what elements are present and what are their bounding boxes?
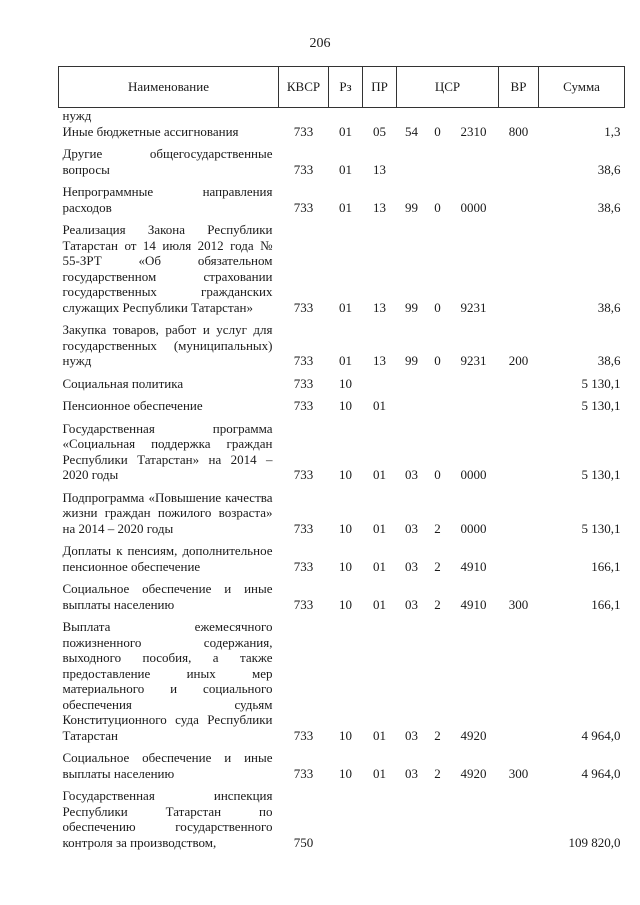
cell-kvsr: 733 xyxy=(293,375,314,391)
cell-pr: 01 xyxy=(373,467,386,482)
cell-csr2: 0 xyxy=(434,467,441,482)
cell-kvsr: 733 xyxy=(293,161,314,177)
cell-csr2: 0 xyxy=(434,199,441,215)
header-sum: Сумма xyxy=(539,67,625,108)
cell-rz: 10 xyxy=(339,558,352,574)
cell-rz xyxy=(329,788,363,857)
cell-vr xyxy=(499,788,539,857)
cell-sum: 5 130,1 xyxy=(581,520,621,536)
table-row xyxy=(59,581,625,619)
table-header xyxy=(59,67,625,108)
cell-vr xyxy=(499,543,539,581)
cell-kvsr: 733 xyxy=(293,398,314,413)
cell-sum: 38,6 xyxy=(597,161,621,177)
table-body xyxy=(59,108,625,858)
cell-vr: 300 xyxy=(508,596,529,612)
cell-rz: 01 xyxy=(339,123,352,139)
cell-vr xyxy=(499,490,539,544)
cell-rz xyxy=(329,108,363,124)
cell-name: Другие общегосударственные вопросы xyxy=(62,146,273,177)
cell-csr3 xyxy=(449,108,499,124)
cell-kvsr: 733 xyxy=(293,596,314,612)
table-row xyxy=(59,398,625,421)
cell-pr xyxy=(363,788,397,857)
cell-name: Выплата ежемесячного пожизненного содержания, выходного пособия, а также предоставление иных мер материального и социального обеспечения судьям Конституционного суда Республики Татарстан xyxy=(62,619,273,743)
cell-csr3: 9231 xyxy=(460,299,487,315)
cell-kvsr: 733 xyxy=(293,765,314,781)
cell-sum: 166,1 xyxy=(591,596,621,612)
cell-csr2 xyxy=(427,788,449,857)
cell-csr2: 0 xyxy=(434,353,441,368)
cell-csr2 xyxy=(427,376,449,399)
cell-sum: 109 820,0 xyxy=(568,834,621,850)
cell-kvsr: 733 xyxy=(293,467,314,482)
cell-pr: 01 xyxy=(373,765,386,781)
cell-rz: 10 xyxy=(339,765,352,781)
cell-pr xyxy=(363,108,397,124)
cell-rz: 10 xyxy=(339,467,352,482)
cell-vr: 200 xyxy=(508,353,529,368)
cell-csr1 xyxy=(397,376,427,399)
cell-csr3: 9231 xyxy=(460,353,487,368)
cell-pr: 13 xyxy=(373,161,386,177)
cell-csr2 xyxy=(427,398,449,421)
cell-kvsr xyxy=(279,108,329,124)
cell-csr2: 0 xyxy=(434,123,441,139)
cell-csr3 xyxy=(449,376,499,399)
header-rz: Рз xyxy=(329,67,363,108)
cell-name: нужд xyxy=(62,108,92,123)
cell-kvsr: 733 xyxy=(293,558,314,574)
cell-vr xyxy=(499,376,539,399)
cell-csr3: 4920 xyxy=(460,765,487,781)
cell-name: Пенсионное обеспечение xyxy=(62,398,203,413)
cell-csr1: 03 xyxy=(405,727,418,743)
table-row xyxy=(59,222,625,322)
cell-csr1: 99 xyxy=(405,299,418,315)
cell-sum: 1,3 xyxy=(604,123,621,139)
cell-csr3: 4910 xyxy=(460,596,487,612)
cell-csr3 xyxy=(449,788,499,857)
cell-pr: 05 xyxy=(373,123,386,139)
header-kvsr: КВСР xyxy=(279,67,329,108)
table-row xyxy=(59,788,625,857)
header-pr: ПР xyxy=(363,67,397,108)
cell-pr: 13 xyxy=(373,353,386,368)
cell-csr1: 99 xyxy=(405,353,418,368)
cell-vr xyxy=(499,184,539,222)
cell-vr xyxy=(499,619,539,750)
cell-csr3 xyxy=(449,398,499,421)
cell-csr3: 4910 xyxy=(460,558,487,574)
cell-rz: 01 xyxy=(339,199,352,215)
cell-csr1 xyxy=(397,146,427,184)
budget-table xyxy=(58,66,625,857)
cell-sum: 38,6 xyxy=(597,353,621,368)
cell-sum: 5 130,1 xyxy=(581,398,621,413)
cell-name: Государственная инспекция Республики Татарстан по обеспечению государственного контроля за производством, xyxy=(62,788,273,850)
cell-csr3 xyxy=(449,146,499,184)
cell-kvsr: 733 xyxy=(293,353,314,368)
cell-csr1: 03 xyxy=(405,520,418,536)
cell-vr xyxy=(499,222,539,322)
cell-rz: 01 xyxy=(339,299,352,315)
table-row xyxy=(59,750,625,788)
table-row xyxy=(59,421,625,490)
table-row xyxy=(59,184,625,222)
cell-vr xyxy=(499,421,539,490)
cell-csr3: 2310 xyxy=(460,123,487,139)
cell-csr1 xyxy=(397,398,427,421)
cell-sum xyxy=(539,108,625,124)
cell-pr: 13 xyxy=(373,199,386,215)
cell-rz: 10 xyxy=(339,398,352,413)
table-row xyxy=(59,146,625,184)
cell-name: Непрограммные направления расходов xyxy=(62,184,273,215)
header-csr: ЦСР xyxy=(397,67,499,108)
table-row xyxy=(59,490,625,544)
cell-kvsr: 733 xyxy=(293,520,314,536)
cell-rz: 10 xyxy=(339,596,352,612)
cell-sum: 38,6 xyxy=(597,199,621,215)
cell-csr1: 03 xyxy=(405,765,418,781)
cell-name: Государственная программа «Социальная поддержка граждан Республики Татарстан» на 2014 – 2020 годы xyxy=(62,420,273,482)
cell-csr1: 99 xyxy=(405,199,418,215)
header-name: Наименование xyxy=(59,67,279,108)
cell-csr2: 2 xyxy=(434,520,441,536)
table-row xyxy=(59,543,625,581)
table-row xyxy=(59,376,625,399)
cell-name: Подпрограмма «Повышение качества жизни граждан пожилого возраста» на 2014 – 2020 годы xyxy=(62,489,273,536)
cell-name: Закупка товаров, работ и услуг для государственных (муниципальных) нужд xyxy=(62,322,273,368)
cell-pr xyxy=(363,376,397,399)
cell-sum: 5 130,1 xyxy=(581,467,621,482)
cell-pr: 01 xyxy=(373,558,386,574)
cell-name: Социальное обеспечение и иные выплаты населению xyxy=(62,581,273,612)
cell-pr: 13 xyxy=(373,299,386,315)
cell-csr1: 54 xyxy=(405,123,418,139)
cell-csr1: 03 xyxy=(405,558,418,574)
cell-csr1 xyxy=(397,788,427,857)
cell-rz: 01 xyxy=(339,353,352,368)
cell-kvsr: 750 xyxy=(293,834,314,850)
cell-name: Реализация Закона Республики Татарстан от 14 июля 2012 года № 55-ЗРТ «Об обязательном государственном страховании государственных гражданских служащих Республики Татарстан» xyxy=(62,222,273,315)
cell-sum: 166,1 xyxy=(591,558,621,574)
cell-sum: 4 964,0 xyxy=(581,765,621,781)
cell-kvsr: 733 xyxy=(293,199,314,215)
cell-csr2: 2 xyxy=(434,765,441,781)
cell-name: Социальная политика xyxy=(62,375,184,391)
cell-name: Доплаты к пенсиям, дополнительное пенсионное обеспечение xyxy=(62,543,273,574)
cell-csr2: 2 xyxy=(434,596,441,612)
cell-rz: 01 xyxy=(339,161,352,177)
table-row xyxy=(59,619,625,750)
cell-csr3: 4920 xyxy=(460,727,487,743)
cell-sum: 5 130,1 xyxy=(581,375,621,391)
cell-rz: 10 xyxy=(339,375,352,391)
cell-csr2: 0 xyxy=(434,299,441,315)
cell-rz: 10 xyxy=(339,520,352,536)
cell-pr: 01 xyxy=(373,520,386,536)
cell-pr: 01 xyxy=(373,596,386,612)
cell-name: Социальное обеспечение и иные выплаты населению xyxy=(62,750,273,781)
header-vr: ВР xyxy=(499,67,539,108)
table-row xyxy=(59,108,625,124)
cell-csr3: 0000 xyxy=(460,199,487,215)
cell-rz: 10 xyxy=(339,727,352,743)
cell-csr2 xyxy=(427,146,449,184)
cell-vr xyxy=(499,398,539,421)
cell-kvsr: 733 xyxy=(293,123,314,139)
cell-kvsr: 733 xyxy=(293,299,314,315)
cell-kvsr: 733 xyxy=(293,727,314,743)
cell-vr: 800 xyxy=(508,123,529,139)
cell-csr1: 03 xyxy=(405,596,418,612)
cell-csr1: 03 xyxy=(405,467,418,482)
cell-csr2 xyxy=(427,108,449,124)
table-row xyxy=(59,124,625,147)
cell-sum: 38,6 xyxy=(597,299,621,315)
cell-vr: 300 xyxy=(508,765,529,781)
cell-csr2: 2 xyxy=(434,558,441,574)
page-number: 206 xyxy=(309,36,331,51)
cell-csr1 xyxy=(397,108,427,124)
cell-csr3: 0000 xyxy=(460,467,487,482)
cell-pr: 01 xyxy=(373,398,386,413)
cell-vr xyxy=(499,146,539,184)
cell-sum: 4 964,0 xyxy=(581,727,621,743)
cell-csr3: 0000 xyxy=(460,520,487,536)
table-row xyxy=(59,322,625,376)
cell-name: Иные бюджетные ассигнования xyxy=(62,123,239,139)
cell-csr2: 2 xyxy=(434,727,441,743)
cell-pr: 01 xyxy=(373,727,386,743)
cell-vr xyxy=(499,108,539,124)
